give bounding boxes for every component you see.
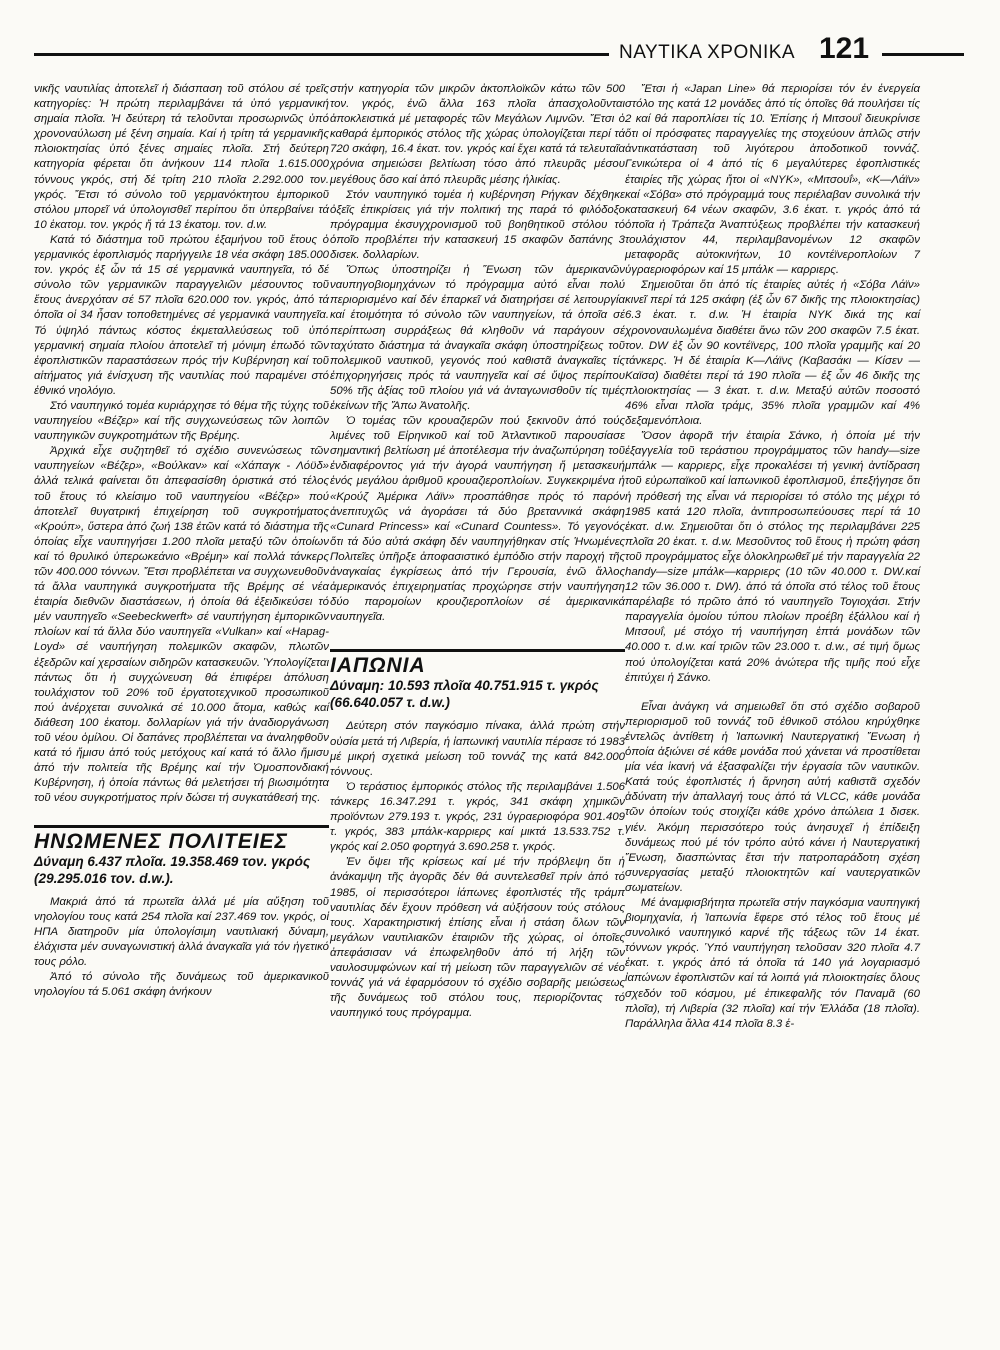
section-subhead-japan: Δύναμη: 10.593 πλοῖα 40.751.915 τ. γκρός (66.640.057 τ. d.w.) — [330, 678, 599, 711]
column-1 — [34, 82, 329, 1000]
section-title-japan: ΙΑΠΩΝΙΑ — [330, 649, 625, 673]
paragraph-gap — [625, 686, 920, 700]
header-rule-right — [882, 53, 964, 56]
section-title-usa: ΗΝΩΜΕΝΕΣ ΠΟΛΙΤΕΙΕΣ — [34, 825, 329, 849]
paragraph: Ὁ τεράστιος ἐμπορικός στόλος τῆς περιλαμβάνει 1.506 τάνκερς 16.347.291 τ. γκρός, 341 σκάφη χημικῶν προϊόντων 279.193 τ. γκρός, 231 ὑγραεριοφόρα 901.409 τ. γκρός, 383 μπάλκ-καρριερς καί μικτά 13.533.752 τ. γκρός καί 2.050 φορτηγά 3.690.258 τ. γκρός. — [330, 780, 625, 854]
paragraph: Κατά τό διάστημα τοῦ πρώτου ἑξαμήνου τοῦ ἔτους ὁ γερμανικός ἐφοπλισμός παρήγγειλε 18 νέα σκάφη 185.000 τον. γκρός ἐξ ὧν τά 15 σέ γερμανικά ναυπηγεῖα, τό δέ σύνολο τῶν γερμανικῶν παραγγελιῶν μέσουντος τοῦ ἔτους ἀνερχόταν σέ 57 πλοῖα 620.000 τον. γκρός, ἀπό τά ὁποῖα οἱ 34 ἦσαν τοποθετημένες σέ γερμανικά ναυπηγεῖα. Τό ὑψηλό πάντως κόστος ἐκμεταλλεύσεως τοῦ ὑπό γερμανική σημαία πλοίου ἀποτελεῖ τή μόνιμη ἐπωδό τῶν ἐφοπλιστικῶν παραστάσεων πρός τήν Κυβέρνηση καί τοῦ αἰτήματος γιά ἐνίσχυση τῆς ναυτιλίας πού παραμένει στό ἐθνικό νηολόγιο. — [34, 233, 329, 397]
header-rule-left — [34, 53, 609, 56]
paragraph: Ὅσον ἀφορᾶ τήν ἑταιρία Σάνκο, ἡ ὁποία μέ τήν ἐξαγγελία τοῦ τεράστιου προγράμματος τῶν handy—size μπάλκ — καρριερς, εἶχε προκαλέσει τή γενική ἀντίδραση τοῦ εὐρωπαϊκοῦ καί ἰαπωνικοῦ ἐφοπλισμοῦ, ἐπεξήγησε ὅτι ἡ πρόθεσή της εἶναι νά περιορίσει τό στόλο της μέχρι τό 1985 κατά 120 πλοῖα, ἀντιπροσωπεύουσες περί τά 10 ἑκατ. d.w. Σημειοῦται ὅτι ὁ στόλος της περιλαμβάνει 225 πλοῖα 20 ἑκατ. τ. d.w. Μεσοῦντος τοῦ ἔτους ἡ πρώτη φάση τοῦ προγράμματος εἶχε ὁλοκληρωθεῖ μέ τήν παραγγελία 22 handy—size μπάλκ—καρριερς (10 τῶν 40.000 τ. DW.καί 12 τῶν 36.000 τ. DW). ἀπό τά ὁποῖα στό τέλος τοῦ ἔτους παρέλαβε τό πρῶτο ἀπό τό ναυπηγεῖο Τογιοχάσι. Στήν παραγγελία ὁμοίου τύπου πλοίων προέβη ἐξάλλου καί ἡ Μιτσουΐ, μέ στόχο τή ναυπήγηση ἑπτά μονάδων τῶν 40.000 τ. d.w. καί τριῶν τῶν 23.000 τ. d.w., σέ τιμή ὅμως πού ὑπολογίζεται κατά 20% ἀνώτερα τῆς τιμῆς πού εἶχε ἐπιτύχει ἡ Σάνκο. — [625, 430, 920, 684]
paragraph: Ἐν ὄψει τῆς κρίσεως καί μέ τήν πρόβλεψη ὅτι ἡ ἀνάκαμψη τῆς ἀγορᾶς δέν θά συντελεσθεῖ πρίν ἀπό τό 1985, οἱ περισσότεροι ἰάπωνες ἐφοπλιστές τῆς τράμπ ναυτιλίας δέν ἔχουν πρόθεση νά αὐξήσουν τούς στόλους τους. Χαρακτηριστική ἐπίσης εἶναι ἡ στάση ὅλων τῶν μεγάλων ναυτιλιακῶν ἑταιριῶν τῆς χώρας, οἱ ὁποῖες ἀπεφάσισαν νά ἐπωφεληθοῦν ἀπό τή λήξη τῶν ναυλοσυμφώνων καί τή μείωση τῶν παραγγελιῶν σέ νέο τοννάζ γιά νά ἐφαρμόσουν τό σχέδιο σοβαρῆς μειώσεως τῆς δυνάμεως τοῦ στόλου τους, περιορίζοντας τό ναυπηγικό τους πρόγραμμα. — [330, 856, 625, 1020]
paragraph: Ἀπό τό σύνολο τῆς δυνάμεως τοῦ ἀμερικανικοῦ νηολογίου τά 5.061 σκάφη ἀνήκουν — [34, 971, 329, 999]
magazine-title: ΝΑΥΤΙΚΑ ΧΡΟΝΙΚΑ — [619, 42, 796, 63]
paragraph: στήν κατηγορία τῶν μικρῶν ἀκτοπλοϊκῶν κάτω τῶν 500 τον. γκρός, ἐνῶ ἄλλα 163 πλοῖα ἀπασχολοῦνται ἀποκλειστικά μέ μεταφορές τῶν Μεγάλων Λιμνῶν. Ἔτσι ὁ καθαρά ἐμπορικός στόλος τῆς χώρας ὑπολογίζεται περί τά 720 σκάφη, 16.4 ἑκατ. τον. γκρός καί ἔχει κατά τά τελευταῖα χρόνια σημειώσει βελτίωση τόσο ἀπό πλευρᾶς μέσου μεγέθους ὅσο καί ἀπό πλευρᾶς μέσης ἡλικίας. — [330, 83, 625, 186]
paragraph: Στό ναυπηγικό τομέα κυριάρχησε τό θέμα τῆς τύχης τοῦ ναυπηγείου «Βέζερ» καί τῆς συγχωνεύσεως τῶν λοιπῶν ναυπηγικῶν συγκροτημάτων τῆς Βρέμης. — [34, 399, 329, 443]
paragraph: Ὁ τομέας τῶν κρουαζιερῶν πού ξεκινοῦν ἀπό τούς λιμένες τοῦ Εἰρηνικοῦ καί τοῦ Ἀτλαντικοῦ παρουσίασε σημαντική βελτίωση μέ ἀποτέλεσμα τήν ἀναζωπύρηση τοῦ ἐνδιαφέροντος γιά τήν ἀγορά ναυπήγηση ἤ μετασκευή ἑνός μεγάλου ἀριθμοῦ κρουαζιεροπλοίων. Συγκεκριμένα ἡ «Κρούζ Ἀμέρικα Λάϊν» προσπάθησε πρός τό παρόν ἀνεπιτυχῶς νά ἀγοράσει τά δύο βρεταννικά σκάφη «Cunard Princess» καί «Cunard Countess». Τό γεγονός ὅτι τά δύο αὐτά σκάφη δέν ναυπηγήθηκαν στίς Ἡνωμένες Πολιτεῖες ὑπῆρξε ἀποφασιστικό ἐμπόδιο στήν παροχή τῆς ἀναγκαίας ἐγκρίσεως ἀπό τήν Γερουσία, ἐνῶ ἄλλος ἀμερικανός ἐπιχειρηματίας προχώρησε στήν ναυπήγηση δύο παρομοίων κρουζιεροπλοίων σέ ἀμερικανικά ναυπηγεῖα. — [330, 415, 625, 624]
paragraph: Μέ ἀναμφισβήτητα πρωτεῖα στήν παγκόσμια ναυπηγική βιομηχανία, ἡ Ἰαπωνία ἔφερε στό τέλος τοῦ ἔτους μέ συνολικό ναυπηγικό καρνέ τῆς τάξεως τῶν 14 ἑκατ. τόννων γκρός. Ὑπό ναυπήγηση τελοῦσαν 320 πλοῖα 4.7 ἑκατ. τ. γκρός ἀπό τά ὁποῖα τά 140 γιά λογαριασμό ἰαπώνων ἐφοπλιστῶν καί τά λοιπά γιά πλοιοκτησίες ὅλους σχεδόν τοῦ κόσμου, μέ ἐπικεφαλῆς τόν Παναμᾶ (60 πλοῖα), τή Λιβερία (32 πλοῖα) καί τήν Ἑλλάδα (18 πλοῖα). Παράλληλα ἄλλα 414 πλοῖα 8.3 ἑ- — [625, 896, 920, 1030]
paragraph: Δεύτερη στόν παγκόσμιο πίνακα, ἀλλά πρώτη στήν οὐσία μετά τή Λιβερία, ἡ ἰαπωνική ναυτιλία πέρασε τό 1983 μέ μικρή σχετικά μείωση τοῦ τοννάζ της κατά 842.000 τόννους. — [330, 720, 625, 778]
paragraph: Μακριά ἀπό τά πρωτεῖα ἀλλά μέ μία αὔξηση τοῦ νηολογίου τους κατά 254 πλοῖα καί 237.469 τον. γκρός, οἱ ΗΠΑ διατηροῦν μία ὑπολογίσιμη ναυτιλιακή δύναμη, ἐλάχιστα μέν συναγωνιστική ἀλλά ἀναγκαῖα γιά τόν ἡγετικό τους ρόλο. — [34, 895, 329, 968]
paragraph: Ἔτσι ἡ «Japan Line» θά περιορίσει τόν ἐν ἐνεργεία στόλο της κατά 12 μονάδες ἀπό τίς ὁποῖες θά πουλήσει τίς 2 καί θά παροπλίσει τίς 10. Ἐπίσης ἡ Μιτσουΐ διευκρίνισε ὅτι οἱ πρόσφατες παραγγελίες της στοχεύουν ἁπλῶς στήν ἀντικατάσταση τοῦ λιγότερου ἀποδοτικοῦ τοννάζ. Γενικώτερα οἱ 4 ἀπό τίς 6 μεγαλύτερες ἐφοπλιστικές ἑταιρίες τῆς χώρας ἤτοι οἱ «ΝΥΚ», «Μιτσουΐ», «Κ—Λάϊν» καί «Σόβα» στό πρόγραμμά τους περιέλαβαν συνολικά τήν κατασκευή 64 νέων σκαφῶν, 3.6 ἑκατ. τ. γκρός ἀπό τά ὁποῖα ἡ Τράπεζα Ἀναπτύξεως προβλέπει τήν κατασκευή τουλάχιστον 44, περιλαμβανομένων 12 σκαφῶν μεταφορᾶς αὐτοκινήτων, 10 κοντέϊνεροπλοίων 7 ὑγραεριοφόρων καί 15 μπάλκ — καρριερς. — [625, 83, 920, 277]
page-header — [34, 32, 964, 74]
paragraph: νικῆς ναυτιλίας ἀποτελεῖ ἡ διάσπαση τοῦ στόλου σέ τρεῖς κατηγορίες: Ἡ πρώτη περιλαμβάνει τά ὑπό γερμανική σημαία πλοῖα. Ἡ δεύτερη τά τελοῦνται προσωρινῶς ὑπό χρονοναύλωση μέ ξένη σημαία. Καί ἡ τρίτη τά γερμανικῆς πλοιοκτησίας ὑπό ξένες σημαίες πλοῖα. Στή δεύτερη κατηγορία φέρεται ὅτι ἀνήκουν 114 πλοῖα 1.615.000 τόννους γκρός, στή δέ τρίτη 210 πλοῖα 2.292.000 τον. γκρός. Ἔτσι τό σύνολο τοῦ γερμανόκτητου ἐμπορικοῦ στόλου μπορεῖ νά ὑπολογισθεῖ περίπου ὅτι ὑπερβαίνει τά 10 ἑκατομ. τον. γκρός ἤ τά 13 ἑκατομ. τον. d.w. — [34, 83, 329, 231]
section-subhead-usa: Δύναμη 6.437 πλοῖα. 19.358.469 τον. γκρός (29.295.016 τον. d.w.). — [34, 853, 311, 886]
paragraph: Ὅπως ὑποστηρίζει ἡ Ἕνωση τῶν ἀμερικανῶν ναυπηγοβιομηχάνων τό πρόγραμμα αὐτό εἶναι πολύ περιορισμένο καί δέν ἐπαρκεῖ νά διατηρήσει σέ λειτουργία καί ἑτοιμότητα τό σύνολο τῶν ναυπηγείων, τά ὁποῖα σέ περίπτωση συρράξεως θά κληθοῦν νά παράγουν σέ ταχύτατο διάστημα τά ἀναγκαῖα σκάφη ὑποστηρίξεως τοῦ πολεμικοῦ ναυτικοῦ, γεγονός πού καθιστᾶ ἀναγκαῖες τίς ἐπιχορηγήσεις πρός τά ναυπηγεῖα καί σέ ὕψος περίπου 50% τῆς ἀξίας τοῦ πλοίου γιά νά ἀνταγωνισθοῦν τίς τιμές ἐκείνων τῆς Ἄπω Ἀνατολῆς. — [330, 264, 625, 412]
paragraph: Ἀρχικά εἶχε συζητηθεῖ τό σχέδιο συνενώσεως τῶν ναυπηγείων «Βέζερ», «Βούλκαν» καί «Χάπαγκ - Λόϋδ» ἀλλά τελικά φαίνεται ὅτι ἀπεφασίσθη ὁριστικά στό τέλος τοῦ ἔτους τό κλείσιμο τοῦ ναυπηγείου «Βέζερ» πού ἀποτελεῖ θυγατρική ἐπιχείρηση τοῦ συγκροτήματος «Κρούπ», ὕστερα ἀπό ζωή 138 ἐτῶν κατά τό διάστημα τῆς ὁποίας εἶχε ναυπηγήσει 1.200 πλοῖα μεταξύ τῶν ὁποίων καί τό θρυλικό ὑπερωκεάνιο «Βρέμη» καί πολλά τάνκερς τῶν 400.000 τόννων. Ἔτσι προβλέπεται να συγχωνευθοῦν τά ἄλλα ναυπηγικά συγκροτήματα τῆς Βρέμης σέ νέα ἑταιρία διεθνῶν διαστάσεων, ἡ ὁποία θά ἐξειδικεύσει τό μέν ναυπηγεῖο «Seebeckwerft» σέ ναυπήγηση ἐμπορικῶν πλοίων καί τά ἄλλα δύο ναυπηγεῖα «Vulkan» καί «Hapag-Loyd» σέ ναυπήγηση πολεμικῶν σκαφῶν, πλωτῶν ἐξεδρῶν καί χερσαίων σιδηρῶν κατασκευῶν. Ὑπολογίζεται πάντως ὅτι ἡ συγχώνευση θά ἐπιφέρει ἀπόλυση τουλάχιστον τοῦ 20% τοῦ ἐργατοτεχνικοῦ προσωπικοῦ πού ἀνέρχεται συνολικά σέ 10.000 ἄτομα, καθώς καί διάθεση 100 ἑκατομ. δολλαρίων γιά τήν ἀναδιοργάνωση τοῦ νέου ὁμίλου. Οἱ δαπάνες προβλέπεται να ἀναληφθοῦν κατά τό ἥμισυ ἀπό τούς μετόχους καί κατά τό ἄλλο ἥμισυ ἀπό τήν πολιτεία τῆς Βρέμης καί τήν Ὁμοσπονδιακή Κυβέρνηση, ἡ ὁποία πάντως θά μελετήσει τή βιωσιμότητα τοῦ νέου συγκροτήματος πρίν δώσει τή συγκατάθεσή της. — [34, 445, 329, 805]
paragraph: Σημειοῦται ὅτι ἀπό τίς ἑταιρίες αὐτές ἡ «Σόβα Λάϊν» κινεῖ περί τά 125 σκάφη (ἐξ ὧν 67 δικῆς της πλοιοκτησίας) 6.3 ἑκατ. τ. d.w. Ἡ ἑταιρία ΝΥΚ δικά της καί χρονοναυλωμένα διαθέτει ἄνω τῶν 200 σκαφῶν 7.5 ἑκατ. τον. DW ἐξ ὧν 90 κοντέϊνερς, 100 πλοῖα γραμμῆς καί 20 τάνκερς. Ἡ δέ ἑταιρία Κ—Λάϊνς (Καβασάκι — Κίσεν — Καϊσα) διαθέτει περί τά 190 πλοῖα — ἐξ ὧν 46 δικῆς της πλοιοκτησίας — 3 ἑκατ. τ. d.w. Μεταξύ αὐτῶν ποσοστό 46% εἶναι πλοῖα τράμς, 35% πλοῖα γραμμῶν καί 4% δεξαμενόπλοια. — [625, 279, 920, 428]
paragraph: Εἶναι ἀνάγκη νά σημειωθεῖ ὅτι στό σχέδιο σοβαροῦ περιορισμοῦ τοῦ τοννάζ τοῦ ἐθνικοῦ στόλου κηρύχθηκε ἐντελῶς ἀντίθετη ἡ Ἰαπωνική Ναυτεργατική Ἕνωση ἡ ὁποία ἀξιώνει σέ κάθε μονάδα πού χάνεται νά προστίθεται μία νέα ἱκανή νά ἐξασφαλίζει τήν ἐργασία τῶν ναυτικῶν. Κατά τούς ἐφοπλιστές ἡ ἄρνηση αὐτή καθιστᾶ σχεδόν ἀδύνατη τήν ἀπαλλαγή τους ἀπό τά VLCC, κάθε μονάδα τῶν ὁποίων τούς στοιχίζει κάθε χρόνο ἀπώλεια 1 δισεκ. γιέν. Ἀκόμη περισσότερο τούς ἀνησυχεῖ ἡ ἐπίδειξη δυνάμεως πού μέ τόν τρόπο αὐτό κάνει ἡ Ναυτεργατική Ἕνωση, διασπώντας ἔτσι τήν πατροπαράδοτη σχέση συνεργασίας μεταξύ πλοιοκτητῶν καί ναυτεργατικῶν σωματείων. — [625, 700, 920, 894]
column-2 — [330, 82, 625, 1021]
page-number: 121 — [819, 32, 870, 65]
column-3 — [625, 82, 920, 1032]
paragraph: Στόν ναυπηγικό τομέα ἡ κυβέρνηση Ρήγκαν δέχθηκε ὀξεῖς ἐπικρίσεις γιά τήν πολιτική της παρά τό φιλόδοξο πρόγραμμα ἐκσυγχρονισμοῦ τοῦ βοηθητικοῦ στόλου τό ὁποῖο προβλέπει τήν κατασκευή 15 σκαφῶν δαπάνης 3 δισεκ. δολλαρίων. — [330, 188, 625, 262]
